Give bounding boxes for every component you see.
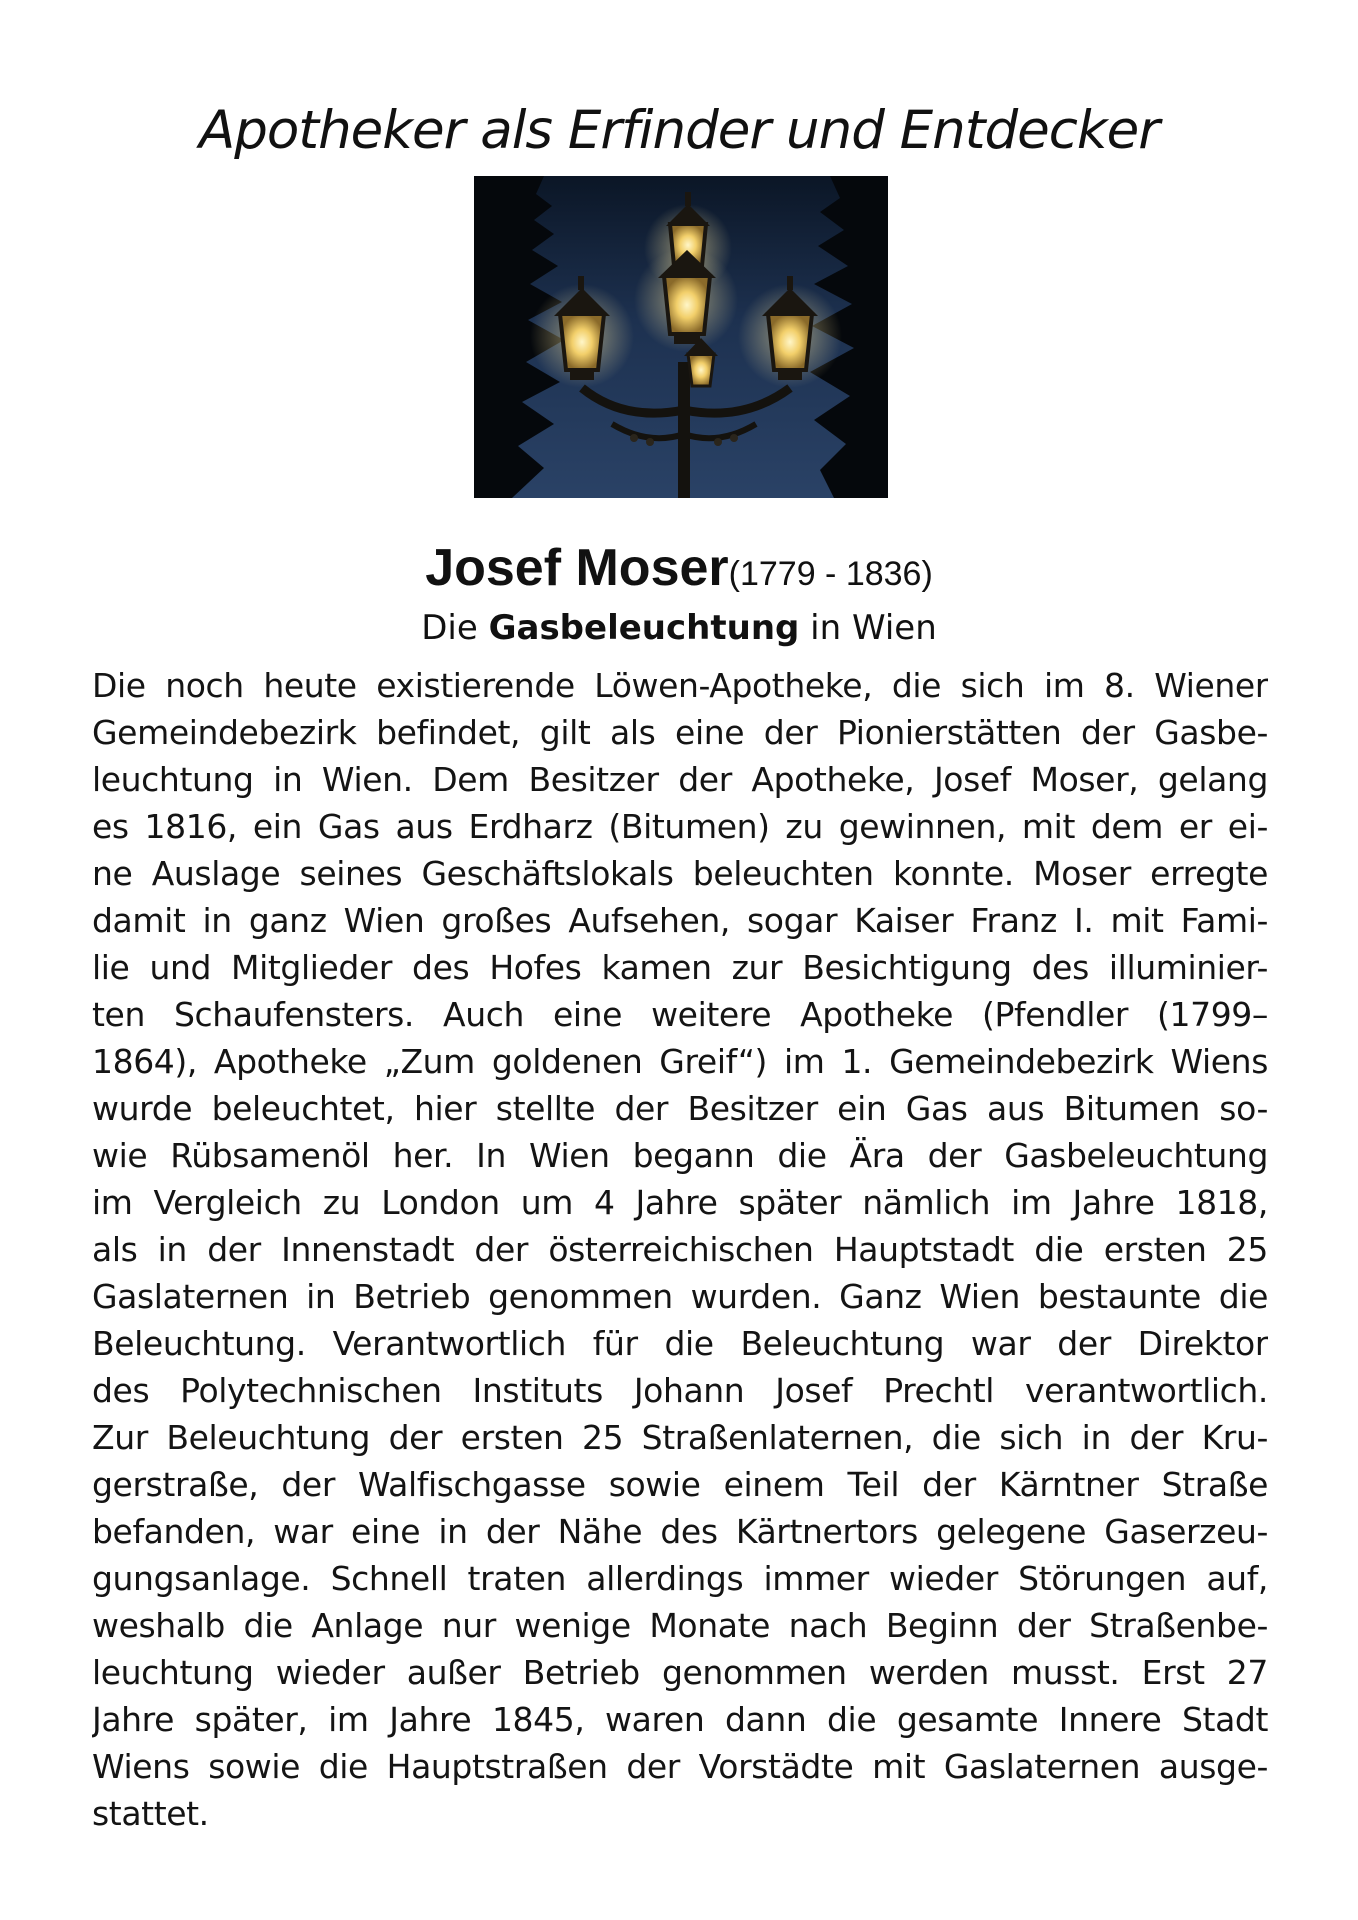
body-line: Wiens sowie die Hauptstraßen der Vorstädte mit Gaslaternen ausge- (92, 1747, 1268, 1786)
body-line: ne Auslage seines Geschäftslokals beleuchten konnte. Moser erregte (92, 854, 1268, 893)
subheading-prefix: Die (421, 608, 489, 648)
body-text (92, 662, 1268, 1837)
person-name: Josef Moser (425, 539, 729, 597)
body-line: 1864), Apotheke „Zum goldenen Greif“) im 1. Gemeindebezirk Wiens (92, 1042, 1268, 1081)
body-line: stattet. (92, 1794, 209, 1833)
body-line: leuchtung in Wien. Dem Besitzer der Apotheke, Josef Moser, gelang (92, 760, 1268, 799)
subheading-keyword: Gasbeleuchtung (488, 608, 800, 648)
body-line: wurde beleuchtet, hier stellte der Besitzer ein Gas aus Bitumen so- (92, 1089, 1268, 1128)
body-line: leuchtung wieder außer Betrieb genommen werden musst. Erst 27 (92, 1653, 1268, 1692)
street-lamp-photo (474, 176, 888, 498)
body-line: als in der Innenstadt der österreichischen Hauptstadt die ersten 25 (92, 1230, 1268, 1269)
person-dates: (1779 - 1836) (728, 555, 933, 593)
body-line: es 1816, ein Gas aus Erdharz (Bitumen) zu gewinnen, mit dem er ei- (92, 807, 1268, 846)
body-line: Jahre später, im Jahre 1845, waren dann die gesamte Innere Stadt (92, 1700, 1268, 1739)
page-title: Apotheker als Erfinder und Entdecker (198, 100, 1160, 161)
body-line: gerstraße, der Walfischgasse sowie einem Teil der Kärntner Straße (92, 1465, 1268, 1504)
body-line: ten Schaufensters. Auch eine weitere Apotheke (Pfendler (1799– (92, 995, 1268, 1034)
subheading-suffix: in Wien (799, 608, 937, 648)
body-line: befanden, war eine in der Nähe des Kärtnertors gelegene Gaserzeu- (92, 1512, 1268, 1551)
body-line: gungsanlage. Schnell traten allerdings immer wieder Störungen auf, (92, 1559, 1268, 1598)
body-line: Zur Beleuchtung der ersten 25 Straßenlaternen, die sich in der Kru- (92, 1418, 1268, 1457)
body-line: Beleuchtung. Verantwortlich für die Beleuchtung war der Direktor (92, 1324, 1268, 1363)
body-line: damit in ganz Wien großes Aufsehen, sogar Kaiser Franz I. mit Fami- (92, 901, 1268, 940)
body-line: Die noch heute existierende Löwen-Apotheke, die sich im 8. Wiener (92, 666, 1268, 705)
body-line: lie und Mitglieder des Hofes kamen zur Besichtigung des illuminier- (92, 948, 1268, 987)
body-line: Gaslaternen in Betrieb genommen wurden. Ganz Wien bestaunte die (92, 1277, 1268, 1316)
body-line: weshalb die Anlage nur wenige Monate nach Beginn der Straßenbe- (92, 1606, 1268, 1645)
subheading (0, 604, 1358, 652)
person-heading (0, 536, 1358, 600)
body-line: des Polytechnischen Instituts Johann Josef Prechtl verantwortlich. (92, 1371, 1268, 1410)
body-line: im Vergleich zu London um 4 Jahre später nämlich im Jahre 1818, (92, 1183, 1268, 1222)
body-line: Gemeindebezirk befindet, gilt als eine der Pionierstätten der Gasbe- (92, 713, 1268, 752)
body-line: wie Rübsamenöl her. In Wien begann die Ära der Gasbeleuchtung (92, 1136, 1268, 1175)
